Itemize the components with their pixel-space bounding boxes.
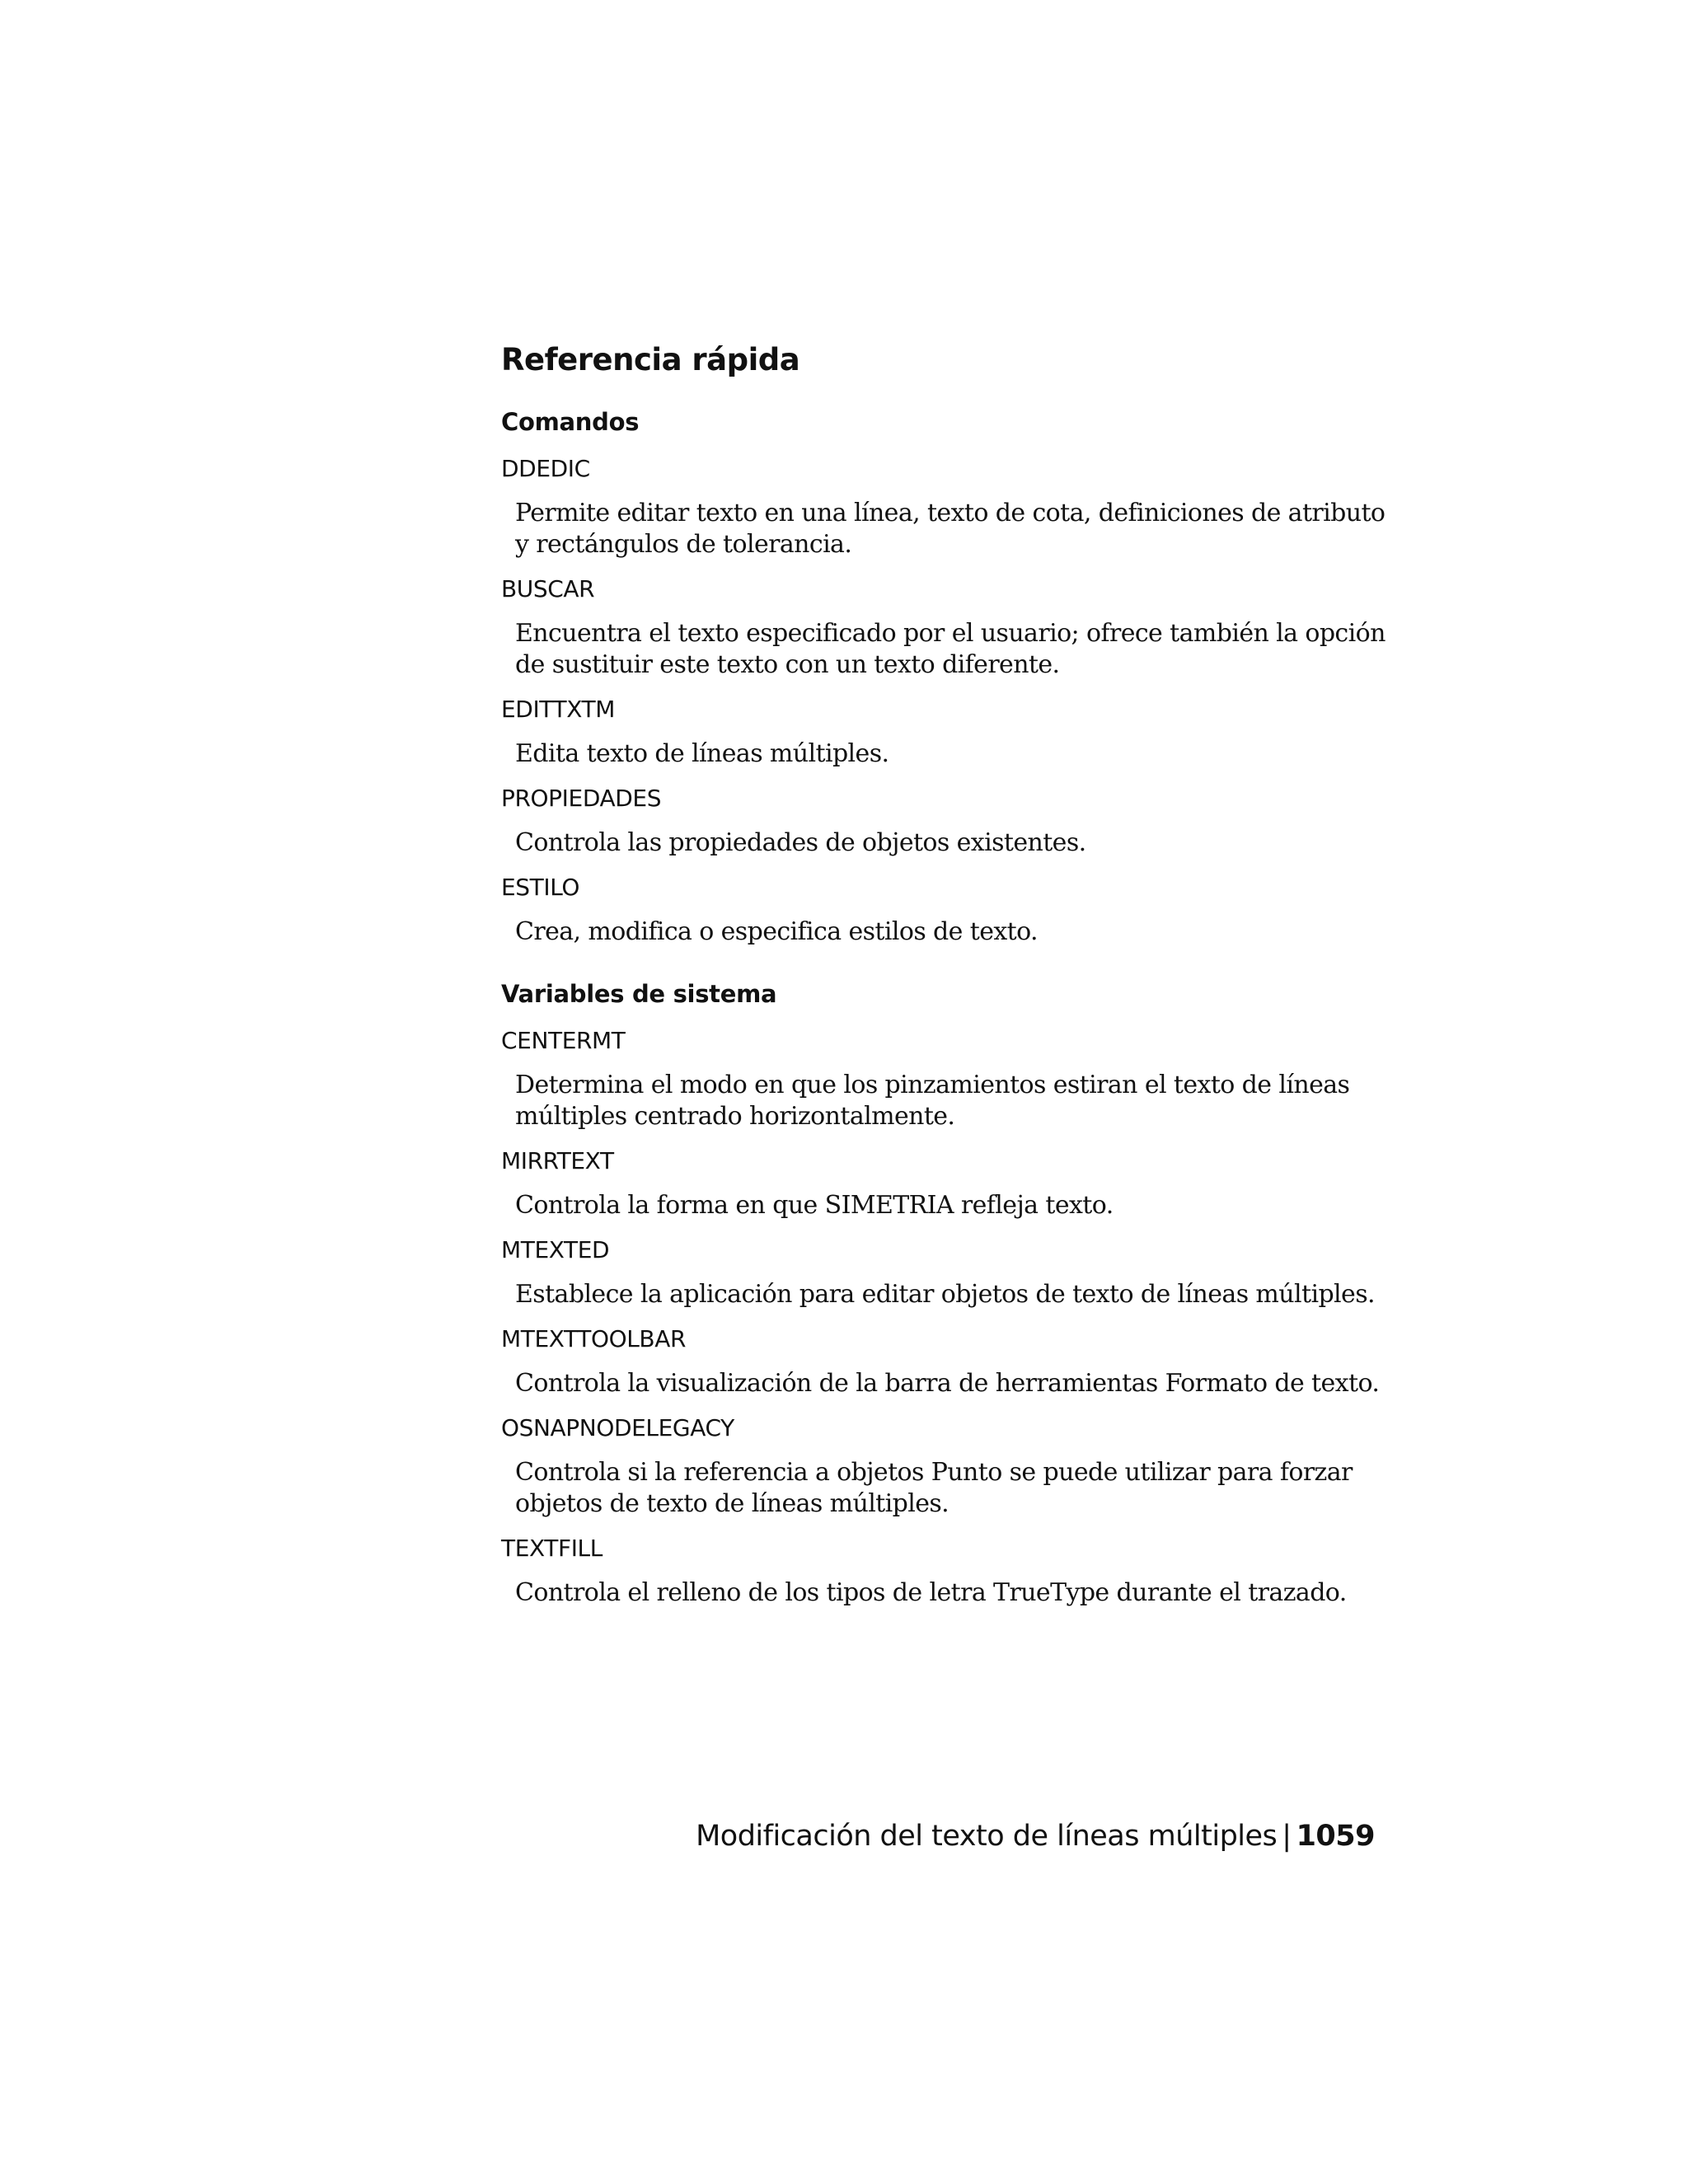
variable-description: Controla la visualización de la barra de herramientas Formato de texto.	[515, 1369, 1380, 1398]
command-name: PROPIEDADES	[501, 785, 662, 812]
variable-description: Determina el modo en que los pinzamientos estiran el texto de líneas múltiples centrado horizontalmente.	[515, 1071, 1350, 1131]
command-name: DDEDIC	[501, 455, 590, 482]
variable-name: OSNAPNODELEGACY	[501, 1414, 734, 1441]
footer-chapter-title: Modificación del texto de líneas múltiples	[696, 1820, 1278, 1853]
variable-name: MTEXTTOOLBAR	[501, 1325, 687, 1352]
command-description: Edita texto de líneas múltiples.	[515, 739, 889, 768]
system-variables-group	[501, 976, 1380, 1609]
command-name: ESTILO	[501, 874, 580, 901]
command-description: Controla las propiedades de objetos existentes.	[515, 828, 1086, 857]
variable-name: MTEXTED	[501, 1236, 610, 1263]
variable-description: Controla el relleno de los tipos de letra TrueType durante el trazado.	[515, 1578, 1347, 1607]
variable-description: Controla si la referencia a objetos Punto se puede utilizar para forzar objetos de texto de líneas múltiples.	[515, 1458, 1353, 1518]
page-number: 1059	[1296, 1820, 1375, 1853]
command-description: Permite editar texto en una línea, texto de cota, definiciones de atributo y rectángulos de tolerancia.	[515, 499, 1386, 559]
quick-reference-section	[501, 338, 1386, 1609]
command-name: BUSCAR	[501, 575, 595, 602]
command-name: EDITTXTM	[501, 696, 615, 723]
variable-description: Establece la aplicación para editar objetos de texto de líneas múltiples.	[515, 1280, 1375, 1309]
page-footer	[696, 1820, 1375, 1853]
commands-heading: Comandos	[501, 408, 640, 436]
variables-heading: Variables de sistema	[501, 980, 777, 1008]
command-description: Crea, modifica o especifica estilos de texto.	[515, 917, 1038, 946]
variable-name: CENTERMT	[501, 1027, 626, 1054]
footer-separator: |	[1282, 1820, 1292, 1853]
command-description: Encuentra el texto especificado por el usuario; ofrece también la opción de sustituir este texto con un texto diferente.	[515, 619, 1386, 679]
section-title: Referencia rápida	[501, 342, 800, 377]
commands-group	[501, 404, 1386, 948]
variable-name: MIRRTEXT	[501, 1147, 614, 1174]
variable-description: Controla la forma en que SIMETRIA refleja texto.	[515, 1191, 1114, 1220]
variable-name: TEXTFILL	[501, 1535, 603, 1562]
